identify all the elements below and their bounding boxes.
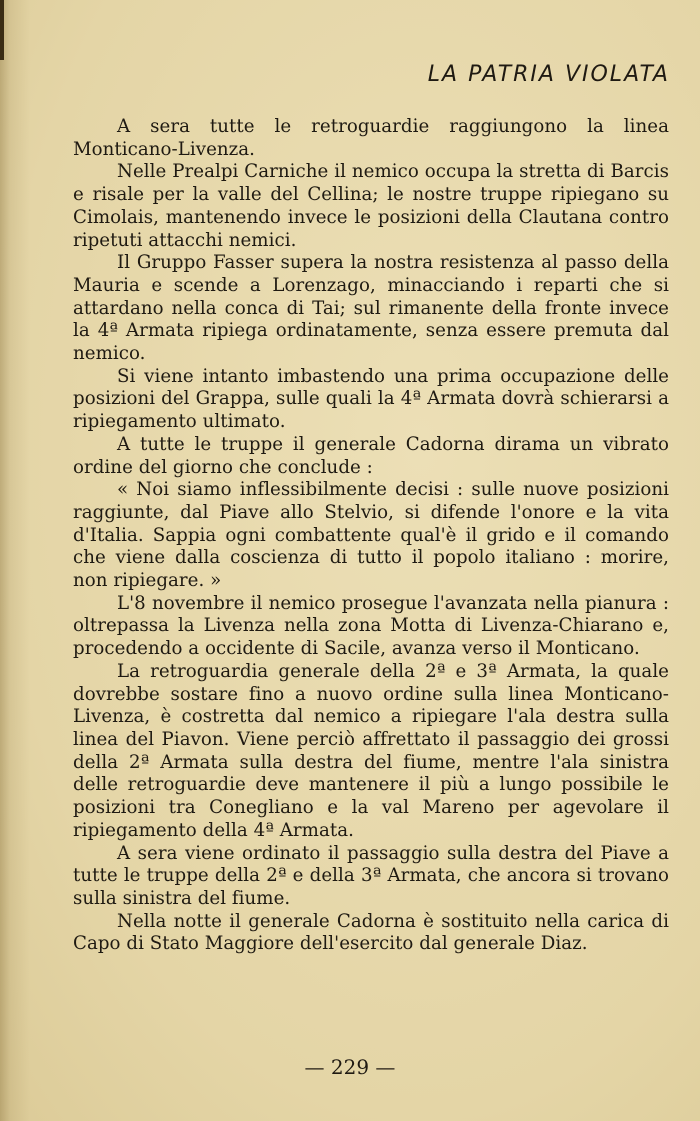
page-number: — 229 —: [304, 1055, 396, 1079]
binding-shadow: [0, 0, 4, 60]
paragraph: A sera viene ordinato il passaggio sulla destra del Piave a tutte le truppe della 2ª e della 3ª Armata, che ancora si trovano sulla sinistra del fiume.: [73, 842, 669, 909]
paragraph: Il Gruppo Fasser supera la nostra resistenza al passo della Mauria e scende a Lorenzago, minacciando i reparti che si attardano nella conca di Tai; sul rimanente della fronte invece la 4ª Armata ripiega ordinatamente, senza essere premuta dal nemico.: [73, 252, 669, 365]
paragraph: Nelle Prealpi Carniche il nemico occupa la stretta di Barcis e risale per la valle del Cellina; le nostre truppe ripiegano su Cimolais, mantenendo invece le posizioni della Clautana contro ripetuti attacchi nemici.: [73, 161, 669, 251]
paragraph: Si viene intanto imbastendo una prima occupazione delle posizioni del Grappa, sulle quali la 4ª Armata dovrà schierarsi a ripiegamento ultimato.: [73, 365, 669, 433]
running-title: LA PATRIA VIOLATA: [427, 62, 670, 87]
page-body: [73, 116, 669, 956]
paragraph: L'8 novembre il nemico prosegue l'avanzata nella pianura : oltrepassa la Livenza nella zona Motta di Livenza-Chiarano e, procedendo a occidente di Sacile, avanza verso il Monticano.: [73, 592, 669, 660]
paragraph: La retroguardia generale della 2ª e 3ª Armata, la quale dovrebbe sostare fino a nuovo ordine sulla linea Monticano-Livenza, è costretta dal nemico a ripiegare l'ala destra sulla linea del Piavon. Viene perciò affrettato il passaggio dei grossi della 2ª Armata sulla destra del fiume, mentre l'ala sinistra delle retroguardie deve mantenere il più a lungo possibile le posizioni tra Conegliano e la val Mareno per agevolare il ripiegamento della 4ª Armata.: [73, 660, 669, 841]
paragraph: A sera tutte le retroguardie raggiungono la linea Monticano-Livenza.: [73, 116, 669, 160]
paragraph: A tutte le truppe il generale Cadorna dirama un vibrato ordine del giorno che conclude :: [73, 433, 669, 478]
paragraph: Nella notte il generale Cadorna è sostituito nella carica di Capo di Stato Maggiore dell'esercito dal generale Diaz.: [73, 910, 669, 955]
quotation-paragraph: « Noi siamo inflessibilmente decisi : sulle nuove posizioni raggiunte, dal Piave allo Stelvio, si difende l'onore e la vita d'Italia. Sappia ogni combattente qual'è il grido e il comando che viene dalla coscienza di tutto il popolo italiano : morire, non ripiegare. »: [73, 479, 669, 592]
